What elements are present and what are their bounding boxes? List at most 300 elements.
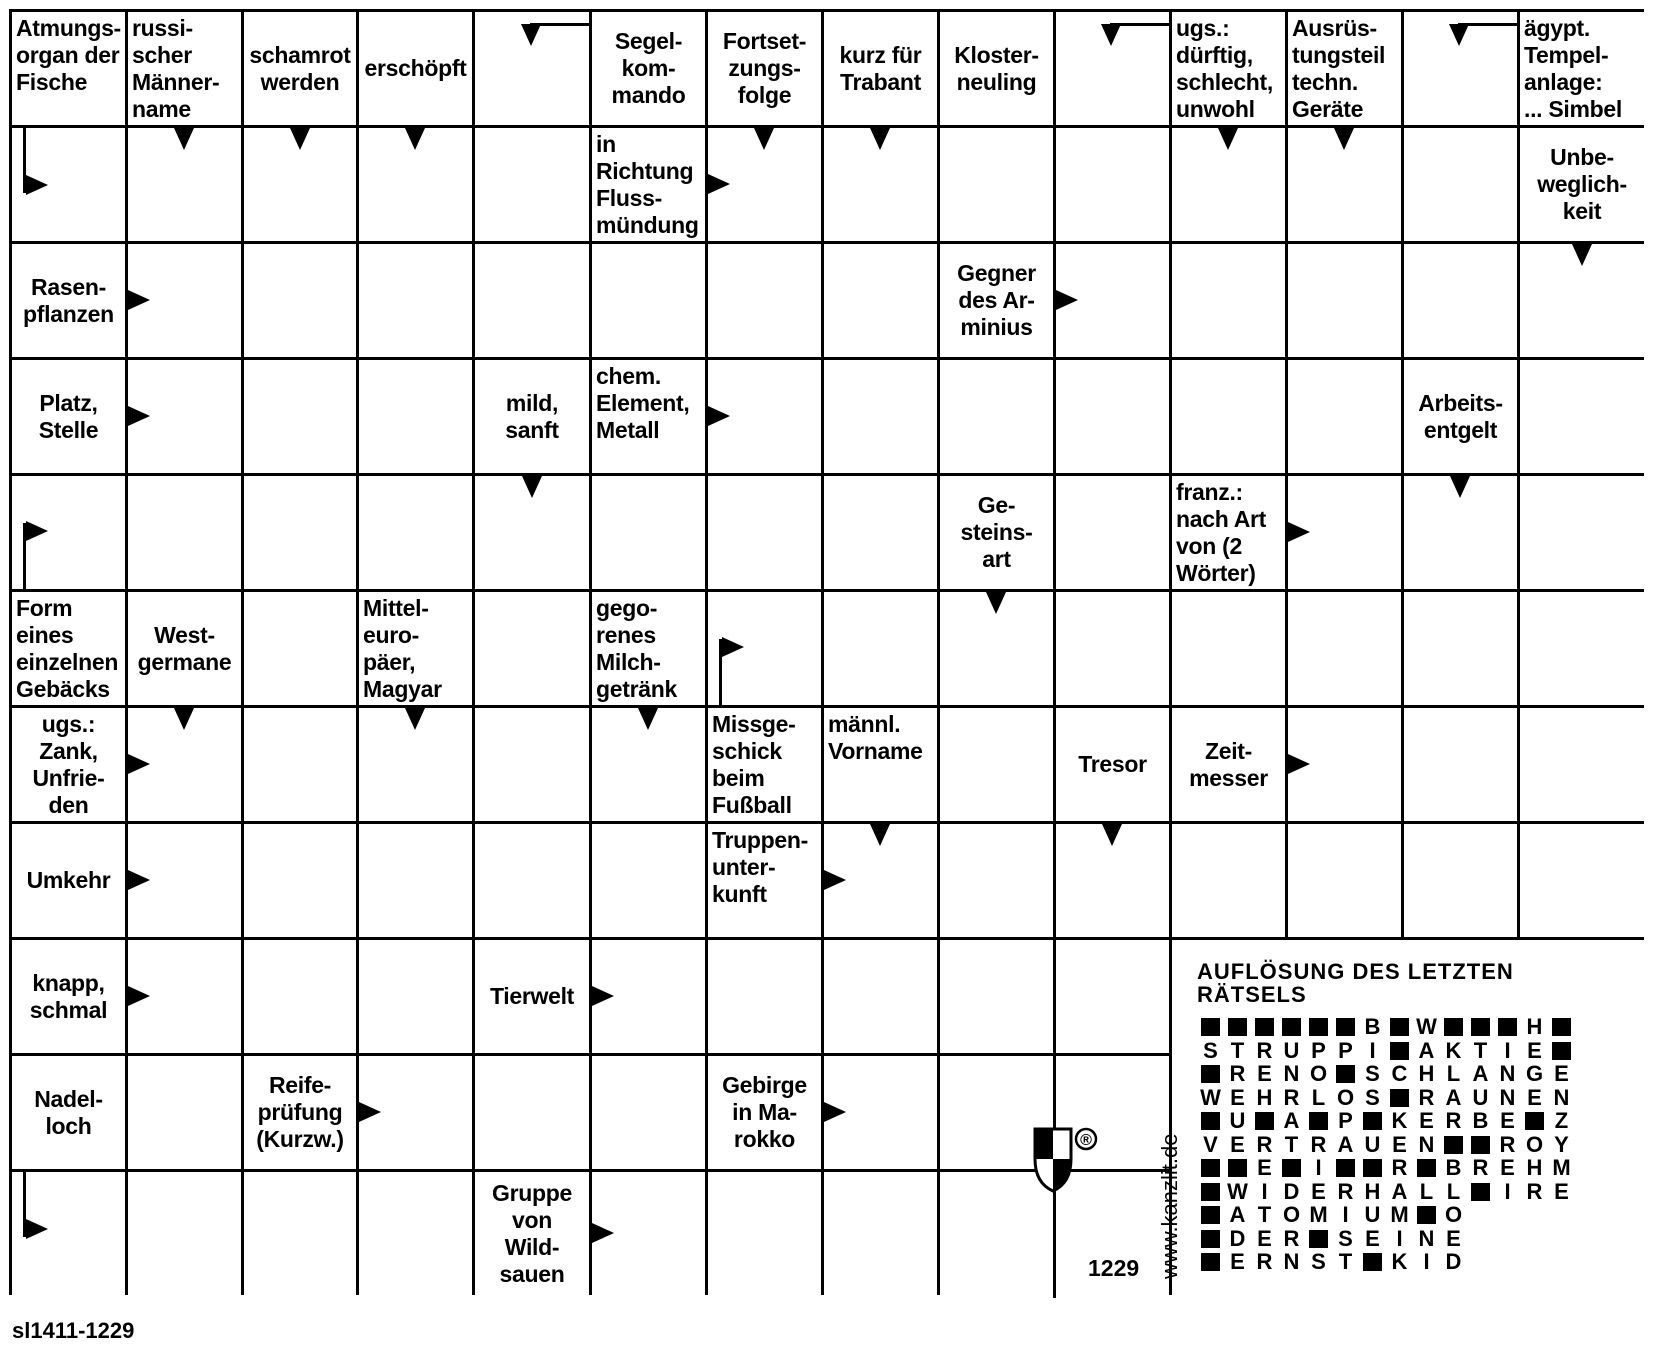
solution-letter: L (1419, 1178, 1434, 1204)
solution-letter: R (1256, 1249, 1273, 1274)
answer-cell[interactable] (1520, 708, 1644, 821)
clue-cell: Mittel- euro- päer, Magyar (359, 592, 472, 705)
answer-cell[interactable] (244, 1172, 356, 1295)
answer-cell[interactable] (940, 128, 1053, 241)
solution-letter: N (1283, 1249, 1300, 1274)
solution-row (1197, 1109, 1575, 1133)
solution-letter: A (1391, 1178, 1408, 1204)
arrow-right-icon (824, 1102, 846, 1122)
clue-cell: Missge- schick beim Fußball (708, 708, 821, 821)
answer-cell[interactable] (824, 592, 937, 705)
arrow-right-icon (1056, 290, 1078, 310)
solution-block (1498, 1018, 1517, 1036)
bent-arrow-right-icon (26, 521, 48, 541)
answer-cell[interactable] (128, 1172, 241, 1295)
clue-cell: kurz für Trabant (824, 12, 937, 125)
arrow-right-icon (708, 174, 730, 194)
clue-cell: Ausrüs- tungsteil techn. Geräte (1288, 12, 1401, 125)
answer-cell[interactable] (244, 360, 356, 473)
clue-cell: in Richtung Fluss- mündung (592, 128, 705, 241)
solution-row (1197, 1039, 1575, 1063)
clue-cell: Gruppe von Wild- sauen (475, 1172, 589, 1295)
solution-letter: O (1309, 1061, 1328, 1086)
answer-cell[interactable] (1172, 360, 1285, 473)
solution-block (1309, 1112, 1328, 1130)
answer-cell[interactable] (1404, 824, 1517, 937)
answer-cell[interactable] (244, 940, 356, 1053)
bent-arrow-down-icon (1449, 24, 1469, 46)
solution-letter: B (1364, 1014, 1381, 1039)
arrow-right-icon (1288, 754, 1310, 774)
solution-block (1309, 1230, 1328, 1248)
footer-code: sl1411-1229 (12, 1318, 135, 1343)
solution-letter: R (1391, 1155, 1408, 1180)
solution-letter: U (1283, 1037, 1300, 1063)
answer-cell[interactable] (940, 824, 1053, 937)
clue-cell: Gebirge in Ma- rokko (708, 1056, 821, 1169)
answer-cell[interactable] (824, 360, 937, 473)
answer-cell[interactable] (1172, 244, 1285, 357)
solution-letter: E (1527, 1084, 1542, 1110)
solution-title: AUFLÖSUNG DES LETZTEN RÄTSELS (1197, 959, 1514, 1007)
solution-letter: S (1365, 1061, 1380, 1086)
answer-cell[interactable] (824, 1172, 937, 1295)
solution-block (1363, 1112, 1382, 1130)
solution-letter: I (1423, 1249, 1430, 1274)
answer-cell[interactable] (475, 244, 589, 357)
clue-cell: Rasen- pflanzen (12, 244, 125, 357)
solution-letter: R (1283, 1225, 1300, 1251)
solution-letter: W (1227, 1178, 1248, 1204)
clue-cell: chem. Element, Metall (592, 360, 705, 473)
solution-letter: R (1337, 1178, 1354, 1204)
solution-letter: I (1315, 1155, 1322, 1180)
solution-block (1363, 1159, 1382, 1177)
solution-letter: H (1364, 1178, 1381, 1204)
solution-letter: E (1554, 1178, 1569, 1204)
solution-letter: N (1499, 1061, 1516, 1086)
answer-cell[interactable] (359, 940, 472, 1053)
solution-block (1201, 1183, 1220, 1201)
solution-letter: R (1310, 1131, 1327, 1157)
arrow-right-icon (359, 1102, 381, 1122)
solution-letter: T (1338, 1249, 1353, 1274)
solution-block (1201, 1112, 1220, 1130)
arrow-right-icon (592, 1223, 614, 1243)
solution-letter: M (1552, 1155, 1571, 1180)
clue-cell: ugs.: dürftig, schlecht, unwohl (1172, 12, 1285, 125)
answer-cell[interactable] (128, 1056, 241, 1169)
solution-letter: O (1336, 1084, 1355, 1110)
arrow-down-icon (870, 128, 890, 150)
clue-cell: Arbeits- entgelt (1404, 360, 1517, 473)
solution-letter: H (1256, 1084, 1273, 1110)
solution-letter: S (1311, 1249, 1326, 1274)
answer-cell[interactable] (475, 708, 589, 821)
solution-letter: V (1203, 1131, 1218, 1157)
solution-block (1282, 1018, 1301, 1036)
solution-letter: R (1256, 1131, 1273, 1157)
clue-cell: mild, sanft (475, 360, 589, 473)
solution-block (1471, 1018, 1490, 1036)
bent-arrow-right-icon (26, 175, 48, 195)
solution-letter: E (1365, 1225, 1380, 1251)
arrow-down-icon (522, 476, 542, 498)
solution-letter: A (1418, 1037, 1435, 1063)
arrow-down-icon (1450, 476, 1470, 498)
answer-cell[interactable] (359, 360, 472, 473)
solution-letter: L (1311, 1084, 1326, 1110)
solution-letter: E (1419, 1108, 1434, 1133)
solution-letter: B (1472, 1108, 1489, 1133)
puzzle-number: 1229 (1088, 1255, 1140, 1281)
answer-cell[interactable] (1056, 360, 1169, 473)
solution-letter: U (1364, 1202, 1381, 1227)
answer-cell[interactable] (1520, 592, 1644, 705)
solution-block (1201, 1230, 1220, 1248)
solution-letter: E (1311, 1178, 1326, 1204)
answer-cell[interactable] (592, 476, 705, 589)
solution-block (1282, 1159, 1301, 1177)
clue-cell: Kloster- neuling (940, 12, 1053, 125)
solution-block (1201, 1206, 1220, 1224)
arrow-down-icon (638, 708, 658, 730)
solution-letter: L (1446, 1061, 1461, 1086)
solution-row (1197, 1250, 1467, 1274)
solution-panel (1172, 940, 1644, 1295)
answer-cell[interactable] (592, 1056, 705, 1169)
clue-cell: Reife- prüfung (Kurzw.) (244, 1056, 356, 1169)
solution-row (1197, 1203, 1467, 1227)
clue-cell: Unbe- weglich- keit (1520, 128, 1644, 241)
solution-block (1201, 1159, 1220, 1177)
clue-cell: Truppen- unter- kunft (708, 824, 821, 937)
answer-cell[interactable] (824, 476, 937, 589)
arrow-down-icon (870, 824, 890, 846)
answer-cell[interactable] (1520, 824, 1644, 937)
solution-row (1197, 1133, 1575, 1157)
solution-letter: H (1526, 1014, 1543, 1039)
solution-letter: N (1418, 1131, 1435, 1157)
solution-block (1309, 1018, 1328, 1036)
clue-cell: Atmungs- organ der Fische (12, 12, 125, 125)
arrow-down-icon (986, 592, 1006, 614)
solution-letter: R (1526, 1178, 1543, 1204)
clue-cell: Tresor (1056, 708, 1169, 821)
solution-block (1201, 1018, 1220, 1036)
crossword-board (9, 9, 1644, 1295)
arrow-down-icon (174, 708, 194, 730)
solution-letter: R (1499, 1131, 1516, 1157)
answer-cell[interactable] (1288, 360, 1401, 473)
answer-cell[interactable] (475, 1056, 589, 1169)
solution-letter: U (1229, 1108, 1246, 1133)
answer-cell[interactable] (1288, 592, 1401, 705)
solution-block (1228, 1159, 1247, 1177)
solution-letter: G (1525, 1061, 1544, 1086)
solution-letter: W (1416, 1014, 1437, 1039)
solution-row (1197, 1062, 1575, 1086)
clue-cell: schamrot werden (244, 12, 356, 125)
answer-cell[interactable] (1288, 824, 1401, 937)
solution-letter: A (1445, 1084, 1462, 1110)
clue-cell: West- germane (128, 592, 241, 705)
clue-cell: Ge- steins- art (940, 476, 1053, 589)
solution-letter: A (1229, 1202, 1246, 1227)
bent-arrow-down-icon (1101, 24, 1121, 46)
arrow-right-icon (824, 870, 846, 890)
solution-block (1525, 1112, 1544, 1130)
solution-letter: N (1499, 1084, 1516, 1110)
solution-letter: B (1445, 1155, 1462, 1180)
answer-cell[interactable] (940, 360, 1053, 473)
answer-cell[interactable] (824, 244, 937, 357)
solution-letter: A (1337, 1131, 1354, 1157)
solution-letter: M (1390, 1202, 1409, 1227)
arrow-down-icon (754, 128, 774, 150)
solution-row (1197, 1227, 1467, 1251)
solution-letter: D (1229, 1225, 1246, 1251)
solution-letter: K (1391, 1249, 1408, 1274)
arrow-down-icon (405, 128, 425, 150)
answer-cell[interactable] (1404, 708, 1517, 821)
solution-row (1197, 1180, 1575, 1204)
answer-cell[interactable] (940, 708, 1053, 821)
clue-cell: knapp, schmal (12, 940, 125, 1053)
solution-letter: P (1311, 1037, 1326, 1063)
solution-letter: E (1500, 1155, 1515, 1180)
solution-letter: Y (1554, 1131, 1569, 1157)
clue-cell: franz.: nach Art von (2 Wörter) (1172, 476, 1285, 589)
solution-letter: E (1257, 1155, 1272, 1180)
clue-cell: Zeit- messer (1172, 708, 1285, 821)
solution-letter: E (1446, 1225, 1461, 1251)
answer-cell[interactable] (475, 128, 589, 241)
answer-cell[interactable] (359, 1172, 472, 1295)
answer-cell[interactable] (592, 244, 705, 357)
answer-cell[interactable] (359, 824, 472, 937)
solution-letter: R (1283, 1084, 1300, 1110)
answer-cell[interactable] (940, 940, 1053, 1053)
answer-cell[interactable] (359, 244, 472, 357)
arrow-right-icon (592, 986, 614, 1006)
solution-letter: W (1200, 1084, 1221, 1110)
answer-cell[interactable] (1172, 824, 1285, 937)
registered-mark: ® (1080, 1132, 1092, 1149)
publisher-logo (1031, 1125, 1101, 1200)
clue-cell: Form eines einzelnen Gebäcks (12, 592, 125, 705)
solution-letter: N (1283, 1061, 1300, 1086)
solution-block (1552, 1018, 1571, 1036)
answer-cell[interactable] (244, 824, 356, 937)
solution-block (1336, 1159, 1355, 1177)
website-url: www.kanzlit.de (1157, 1133, 1182, 1279)
answer-cell[interactable] (708, 940, 821, 1053)
solution-letter: E (1500, 1108, 1515, 1133)
solution-letter: E (1230, 1084, 1245, 1110)
solution-block (1390, 1089, 1409, 1107)
answer-cell[interactable] (1056, 128, 1169, 241)
clue-cell: Nadel- loch (12, 1056, 125, 1169)
answer-cell[interactable] (824, 940, 937, 1053)
answer-cell[interactable] (244, 244, 356, 357)
solution-letter: Z (1554, 1108, 1569, 1133)
solution-letter: E (1257, 1225, 1272, 1251)
bent-arrow-right-icon (722, 637, 744, 657)
solution-letter: R (1418, 1084, 1435, 1110)
answer-cell[interactable] (1404, 592, 1517, 705)
solution-letter: P (1338, 1037, 1353, 1063)
arrow-right-icon (128, 870, 150, 890)
solution-letter: S (1338, 1225, 1353, 1251)
solution-block (1255, 1018, 1274, 1036)
answer-cell[interactable] (708, 1172, 821, 1295)
answer-cell[interactable] (1520, 476, 1644, 589)
solution-letter: E (1527, 1037, 1542, 1063)
solution-block (1363, 1253, 1382, 1271)
clue-cell: ägypt. Tempel- anlage: ... Simbel (1520, 12, 1644, 125)
solution-block (1336, 1065, 1355, 1083)
bent-arrow-down-icon (521, 24, 541, 46)
solution-letter: D (1445, 1249, 1462, 1274)
answer-cell[interactable] (244, 476, 356, 589)
solution-letter: H (1526, 1155, 1543, 1180)
solution-letter: I (1261, 1178, 1268, 1204)
solution-letter: R (1256, 1037, 1273, 1063)
arrow-down-icon (1218, 128, 1238, 150)
answer-cell[interactable] (359, 476, 472, 589)
solution-row (1197, 1156, 1575, 1180)
clue-cell: ugs.: Zank, Unfrie- den (12, 708, 125, 821)
arrow-down-icon (1572, 244, 1592, 266)
solution-letter: K (1445, 1037, 1462, 1063)
solution-letter: N (1418, 1225, 1435, 1251)
answer-cell[interactable] (708, 476, 821, 589)
solution-letter: C (1391, 1061, 1408, 1086)
bent-arrow-right-icon (26, 1219, 48, 1239)
solution-letter: A (1283, 1108, 1300, 1133)
solution-letter: T (1230, 1037, 1245, 1063)
arrow-down-icon (1334, 128, 1354, 150)
solution-letter: R (1472, 1155, 1489, 1180)
solution-letter: T (1473, 1037, 1488, 1063)
solution-letter: E (1554, 1061, 1569, 1086)
answer-cell[interactable] (1404, 244, 1517, 357)
solution-block (1471, 1136, 1490, 1154)
solution-row (1197, 1015, 1575, 1039)
answer-cell[interactable] (1056, 592, 1169, 705)
arrow-right-icon (128, 290, 150, 310)
solution-block (1444, 1136, 1463, 1154)
solution-letter: S (1365, 1084, 1380, 1110)
answer-cell[interactable] (128, 476, 241, 589)
arrow-right-icon (708, 406, 730, 426)
solution-block (1552, 1042, 1571, 1060)
answer-cell[interactable] (708, 244, 821, 357)
solution-letter: D (1283, 1178, 1300, 1204)
arrow-right-icon (1288, 522, 1310, 542)
solution-letter: N (1553, 1084, 1570, 1110)
clue-cell: russi- scher Männer- name (128, 12, 241, 125)
solution-block (1255, 1112, 1274, 1130)
answer-cell[interactable] (1288, 244, 1401, 357)
solution-block (1471, 1183, 1490, 1201)
answer-cell[interactable] (1056, 476, 1169, 589)
solution-letter: P (1338, 1108, 1353, 1133)
solution-block (1336, 1018, 1355, 1036)
clue-cell: Tierwelt (475, 940, 589, 1053)
answer-cell[interactable] (592, 824, 705, 937)
solution-letter: E (1230, 1249, 1245, 1274)
solution-letter: I (1369, 1037, 1376, 1063)
solution-letter: T (1257, 1202, 1272, 1227)
solution-block (1390, 1018, 1409, 1036)
solution-block (1201, 1065, 1220, 1083)
solution-letter: E (1230, 1131, 1245, 1157)
arrow-right-icon (128, 754, 150, 774)
solution-letter: I (1342, 1202, 1349, 1227)
arrow-down-icon (1102, 824, 1122, 846)
solution-letter: O (1444, 1202, 1463, 1227)
solution-block (1444, 1018, 1463, 1036)
solution-letter: E (1392, 1131, 1407, 1157)
solution-letter: U (1364, 1131, 1381, 1157)
arrow-down-icon (405, 708, 425, 730)
solution-letter: R (1445, 1108, 1462, 1133)
solution-block (1390, 1042, 1409, 1060)
solution-letter: H (1418, 1061, 1435, 1086)
answer-cell[interactable] (244, 592, 356, 705)
answer-cell[interactable] (1056, 940, 1169, 1053)
clue-cell: Umkehr (12, 824, 125, 937)
solution-letter: I (1504, 1178, 1511, 1204)
solution-letter: L (1446, 1178, 1461, 1204)
arrow-right-icon (128, 986, 150, 1006)
answer-cell[interactable] (1172, 592, 1285, 705)
solution-letter: E (1257, 1061, 1272, 1086)
clue-cell: Gegner des Ar- minius (940, 244, 1053, 357)
solution-letter: U (1472, 1084, 1489, 1110)
solution-letter: I (1504, 1037, 1511, 1063)
clue-cell: männl. Vorname (824, 708, 937, 821)
answer-cell[interactable] (244, 708, 356, 821)
solution-block (1417, 1206, 1436, 1224)
solution-letter: R (1229, 1061, 1246, 1086)
clue-cell: Platz, Stelle (12, 360, 125, 473)
solution-block (1417, 1159, 1436, 1177)
solution-block (1201, 1253, 1220, 1271)
solution-block (1228, 1018, 1247, 1036)
answer-cell[interactable] (475, 824, 589, 937)
clue-cell: erschöpft (359, 12, 472, 125)
arrow-down-icon (174, 128, 194, 150)
clue-cell: Fortset- zungs- folge (708, 12, 821, 125)
solution-letter: O (1525, 1131, 1544, 1157)
arrow-down-icon (290, 128, 310, 150)
answer-cell[interactable] (1404, 128, 1517, 241)
solution-letter: T (1284, 1131, 1299, 1157)
solution-letter: A (1472, 1061, 1489, 1086)
solution-row (1197, 1086, 1575, 1110)
clue-cell: gego- renes Milch- getränk (592, 592, 705, 705)
solution-letter: M (1309, 1202, 1328, 1227)
answer-cell[interactable] (1520, 360, 1644, 473)
arrow-right-icon (128, 406, 150, 426)
answer-cell[interactable] (475, 592, 589, 705)
solution-letter: K (1391, 1108, 1408, 1133)
solution-letter: O (1282, 1202, 1301, 1227)
solution-letter: S (1203, 1037, 1218, 1063)
